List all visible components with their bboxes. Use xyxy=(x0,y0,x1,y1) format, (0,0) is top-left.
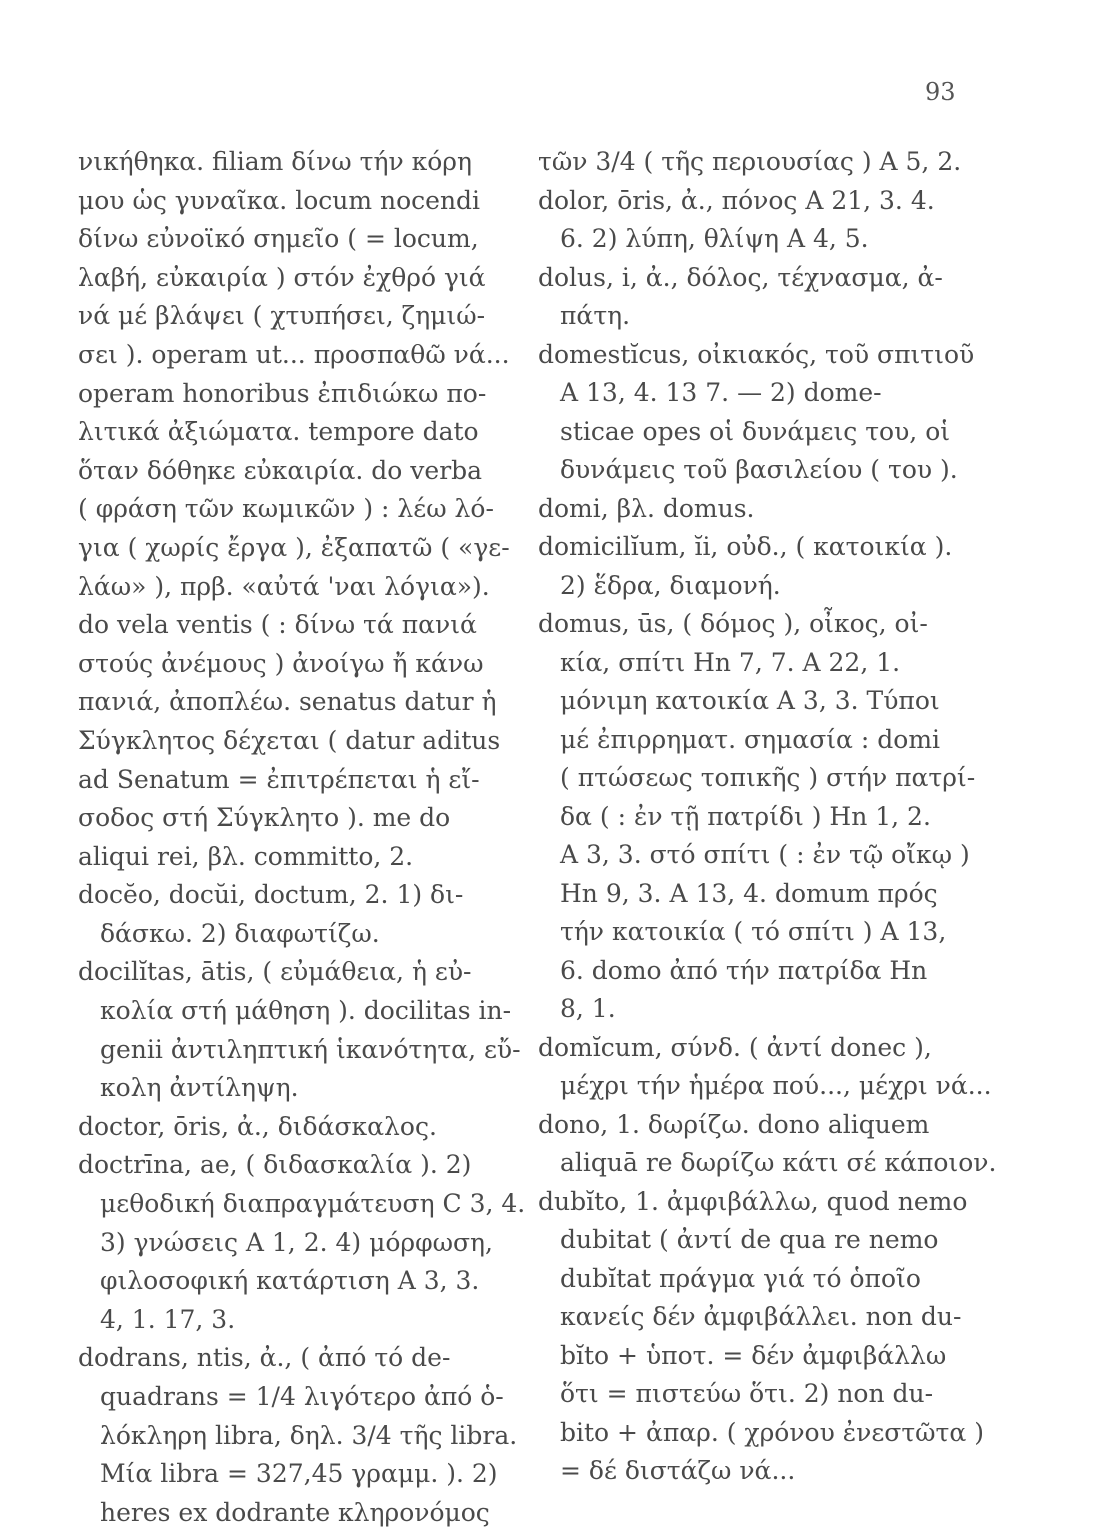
text-line: domus, ūs, ( δόμος ), οἶκος, οἰ- xyxy=(538,609,928,638)
text-line: δυνάμεις τοῦ βασιλείου ( του ). xyxy=(560,455,958,484)
text-line: dolus, i, ἀ., δόλος, τέχνασμα, ἀ- xyxy=(538,262,943,292)
text-line: domicilĭum, ĭi, οὐδ., ( κατοικία ). xyxy=(538,532,953,561)
text-line: λόκληρη libra, δηλ. 3/4 τῆς libra. xyxy=(100,1420,518,1450)
text-line: domĭcum, σύνδ. ( ἀντί donec ), xyxy=(538,1032,932,1062)
text-line: κία, σπίτι Hn 7, 7. A 22, 1. xyxy=(560,647,901,677)
text-line: κανείς δέν ἀμφιβάλλει. non du- xyxy=(560,1302,962,1331)
text-line: νικήθηκα. filiam δίνω τήν κόρη xyxy=(78,147,472,176)
text-line: A 13, 4. 13 7. — 2) dome- xyxy=(560,378,882,407)
text-line: νά μέ βλάψει ( χτυπήσει, ζημιώ- xyxy=(78,301,486,331)
text-line: φιλοσοφική κατάρτιση A 3, 3. xyxy=(100,1266,480,1296)
page-number: 93 xyxy=(925,78,956,106)
text-line: κολία στή μάθηση ). docilitas in- xyxy=(100,996,512,1026)
text-line: δάσκω. 2) διαφωτίζω. xyxy=(100,918,380,948)
text-line: dubitat ( ἀντί de qua re nemo xyxy=(560,1225,939,1254)
text-line: ( πτώσεως τοπικῆς ) στήν πατρί- xyxy=(560,763,976,792)
text-line: dolor, ōris, ἀ., πόνος A 21, 3. 4. xyxy=(538,185,935,215)
text-line: σοδος στή Σύγκλητο ). me do xyxy=(78,803,451,833)
text-line: aliquā re δωρίζω κάτι σέ κάποιον. xyxy=(560,1148,997,1177)
text-line: δίνω εὐνοϊκό σημεῖο ( = locum, xyxy=(78,224,479,254)
text-line: heres ex dodrante κληρονόμος xyxy=(100,1497,490,1527)
text-line: Μία libra = 327,45 γραμμ. ). 2) xyxy=(100,1459,498,1489)
text-line: domi, βλ. domus. xyxy=(538,493,755,523)
text-line: λαβή, εὐκαιρία ) στόν ἐχθρό γιά xyxy=(78,262,486,292)
text-line: 6. domo ἀπό τήν πατρίδα Hn xyxy=(560,955,928,985)
text-line: operam honoribus ἐπιδιώκω πο- xyxy=(78,378,487,408)
text-line: πάτη. xyxy=(560,301,631,330)
text-line: dodrans, ntis, ἀ., ( ἀπό τό de- xyxy=(78,1343,451,1373)
text-line: 3) γνώσεις A 1, 2. 4) μόρφωση, xyxy=(100,1227,493,1257)
text-line: Σύγκλητος δέχεται ( datur aditus xyxy=(78,725,501,755)
text-line: bĭto + ὑποτ. = δέν ἀμφιβάλλω xyxy=(560,1340,947,1370)
text-line: 2) ἕδρα, διαμονή. xyxy=(560,570,781,600)
text-line: λιτικά ἀξιώματα. tempore dato xyxy=(78,417,479,447)
text-line: dubĭto, 1. ἀμφιβάλλω, quod nemo xyxy=(538,1186,968,1216)
text-line: ad Senatum = ἐπιτρέπεται ἡ εἴ- xyxy=(78,764,480,794)
text-line: μέχρι τήν ἡμέρα πού..., μέχρι νά... xyxy=(560,1071,992,1100)
text-line: 6. 2) λύπη, θλίψη A 4, 5. xyxy=(560,224,869,253)
text-line: λάω» ), πρβ. «αὐτά 'ναι λόγια»). xyxy=(78,571,490,601)
text-line: do vela ventis ( : δίνω τά πανιά xyxy=(78,610,477,640)
text-line: A 3, 3. στό σπίτι ( : ἐν τῷ οἴκῳ ) xyxy=(560,840,970,869)
text-line: σει ). operam ut... προσπαθῶ νά... xyxy=(78,339,510,369)
text-line: μέ ἐπιρρηματ. σημασία : domi xyxy=(560,724,941,754)
text-line: για ( χωρίς ἔργα ), ἐξαπατῶ ( «γε- xyxy=(78,532,510,562)
text-line: doctrīna, ae, ( διδασκαλία ). 2) xyxy=(78,1150,472,1180)
text-line: ὅταν δόθηκε εὐκαιρία. do verba xyxy=(78,455,483,485)
text-line: aliqui rei, βλ. committo, 2. xyxy=(78,841,414,871)
left-column xyxy=(78,143,526,1532)
text-line: τῶν 3/4 ( τῆς περιουσίας ) A 5, 2. xyxy=(538,147,962,176)
text-line: πανιά, ἀποπλέω. senatus datur ἡ xyxy=(78,687,497,717)
text-line: doctor, ōris, ἀ., διδάσκαλος. xyxy=(78,1111,437,1141)
text-line: dubĭtat πράγμα γιά τό ὁποῖο xyxy=(560,1263,921,1293)
text-line: μου ὡς γυναῖκα. locum nocendi xyxy=(78,185,481,215)
text-line: docĕo, docŭi, doctum, 2. 1) δι- xyxy=(78,880,464,910)
text-line: dono, 1. δωρίζω. dono aliquem xyxy=(538,1109,930,1139)
text-line: δα ( : ἐν τῇ πατρίδι ) Hn 1, 2. xyxy=(560,801,931,831)
text-line: quadrans = 1/4 λιγότερο ἀπό ὁ- xyxy=(100,1382,504,1411)
text-line: = δέ διστάζω νά... xyxy=(560,1456,796,1485)
text-line: 8, 1. xyxy=(560,994,616,1023)
text-line: μόνιμη κατοικία A 3, 3. Τύποι xyxy=(560,686,940,715)
text-line: ( φράση τῶν κωμικῶν ) : λέω λό- xyxy=(78,494,494,524)
text-line: τήν κατοικία ( τό σπίτι ) A 13, xyxy=(560,917,947,946)
text-line: στούς ἀνέμους ) ἀνοίγω ἤ κάνω xyxy=(78,648,484,678)
text-line: domestĭcus, οἰκιακός, τοῦ σπιτιοῦ xyxy=(538,339,975,369)
text-line: ὅτι = πιστεύω ὅτι. 2) non du- xyxy=(560,1379,934,1408)
text-line: Hn 9, 3. A 13, 4. domum πρός xyxy=(560,878,938,908)
text-line: genii ἀντιληπτική ἱκανότητα, εὔ- xyxy=(100,1034,521,1064)
text-line: 4, 1. 17, 3. xyxy=(100,1304,236,1334)
right-column xyxy=(538,143,997,1491)
text-line: docilĭtas, ātis, ( εὐμάθεια, ἡ εὐ- xyxy=(78,957,472,987)
text-line: κολη ἀντίληψη. xyxy=(100,1073,299,1103)
text-line: μεθοδική διαπραγμάτευση C 3, 4. xyxy=(100,1189,526,1219)
text-line: sticae opes οἱ δυνάμεις του, οἱ xyxy=(560,416,951,446)
text-line: bito + ἀπαρ. ( χρόνου ἐνεστῶτα ) xyxy=(560,1417,984,1447)
